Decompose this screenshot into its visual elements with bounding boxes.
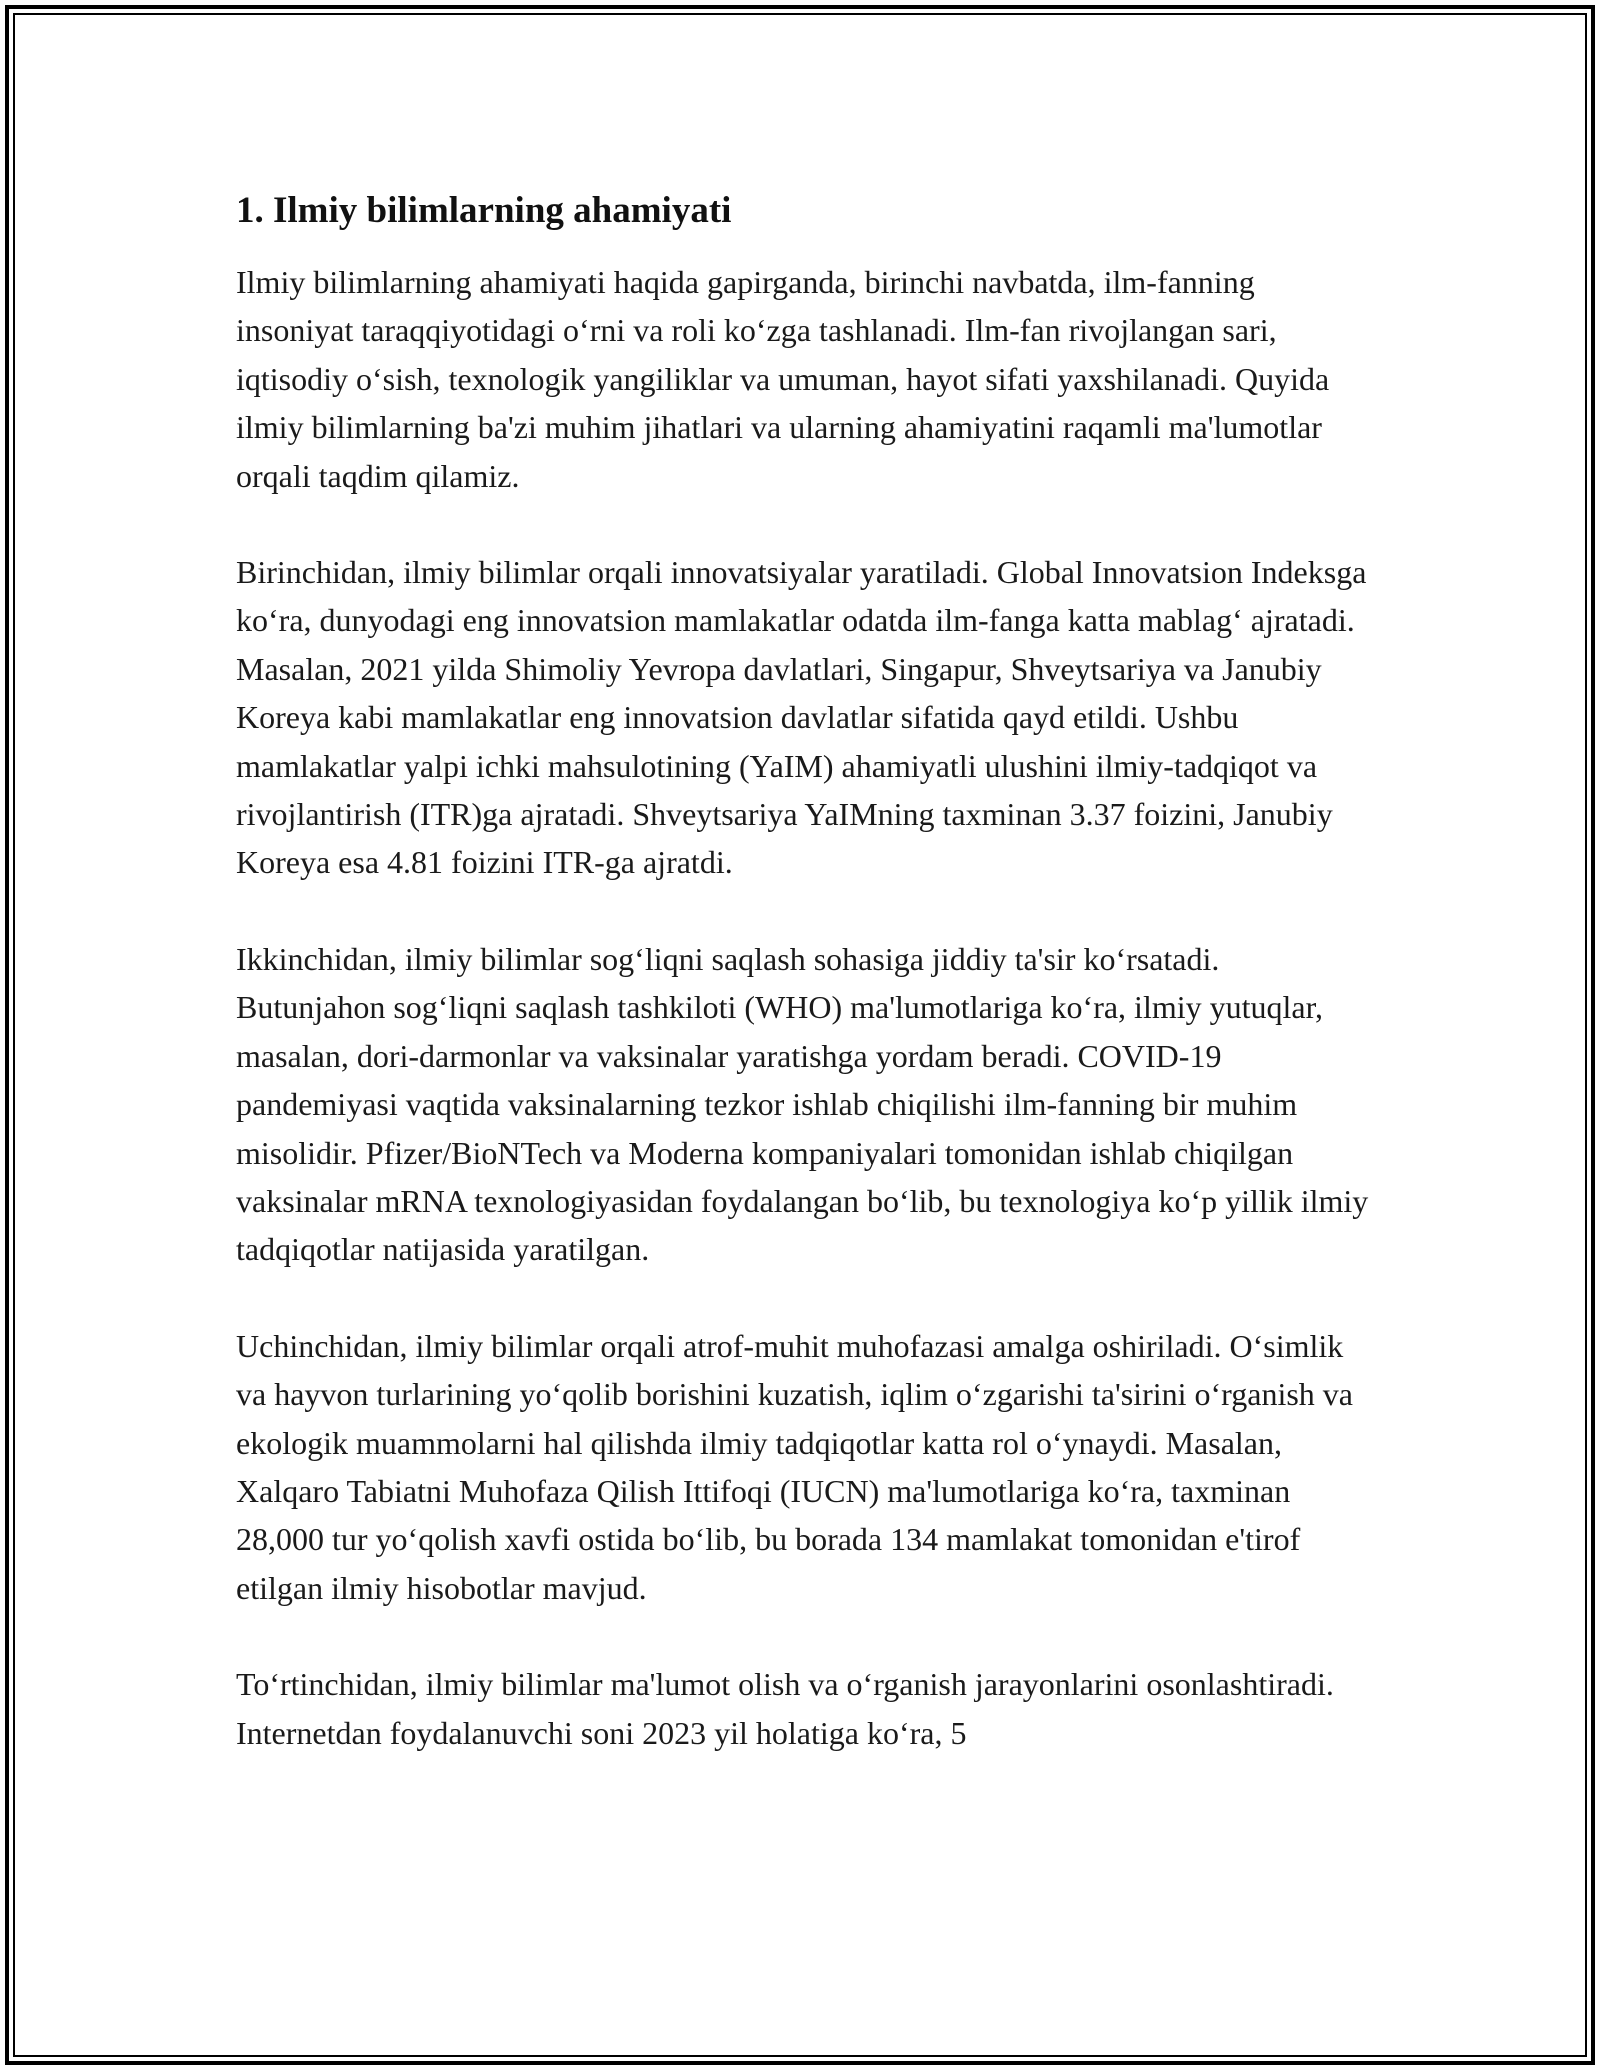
document-body [236, 186, 1376, 1757]
paragraph-intro: Ilmiy bilimlarning ahamiyati haqida gapirganda, birinchi navbatda, ilm-fanning insoniyat taraqqiyotidagi o‘rni va roli ko‘zga tashlanadi. Ilm-fan rivojlangan sari, iqtisodiy o‘sish, texnologik yangiliklar va umuman, hayot sifati yaxshilanadi. Quyida ilmiy bilimlarning ba'zi muhim jihatlari va ularning ahamiyatini raqamli ma'lumotlar orqali taqdim qilamiz. [236, 264, 1330, 494]
section-heading: 1. Ilmiy bilimlarning ahamiyati [236, 190, 732, 231]
paragraph-information: To‘rtinchidan, ilmiy bilimlar ma'lumot olish va o‘rganish jarayonlarini osonlashtiradi. Internetdan foydalanuvchi soni 2023 yil holatiga ko‘ra, 5 [236, 1666, 1334, 1751]
paragraph-health: Ikkinchidan, ilmiy bilimlar sog‘liqni saqlash sohasiga jiddiy ta'sir ko‘rsatadi. Butunjahon sog‘liqni saqlash tashkiloti (WHO) ma'lumotlariga ko‘ra, ilmiy yutuqlar, masalan, dori-darmonlar va vaksinalar yaratishga yordam beradi. COVID-19 pandemiyasi vaqtida vaksinalarning tezkor ishlab chiqilishi ilm-fanning bir muhim misolidir. Pfizer/BioNTech va Moderna kompaniyalari tomonidan ishlab chiqilgan vaksinalar mRNA texnologiyasidan foydalangan bo‘lib, bu texnologiya ko‘p yillik ilmiy tadqiqotlar natijasida yaratilgan. [236, 940, 1369, 1268]
paragraph-innovation: Birinchidan, ilmiy bilimlar orqali innovatsiyalar yaratiladi. Global Innovatsion Indeksga ko‘ra, dunyodagi eng innovatsion mamlakatlar odatda ilm-fanga katta mablag‘ ajratadi. Masalan, 2021 yilda Shimoliy Yevropa davlatlari, Singapur, Shveytsariya va Janubiy Koreya kabi mamlakatlar eng innovatsion davlatlar sifatida qayd etildi. Ushbu mamlakatlar yalpi ichki mahsulotining (YaIM) ahamiyatli ulushini ilmiy-tadqiqot va rivojlantirish (ITR)ga ajratadi. Shveytsariya YaIMning taxminan 3.37 foizini, Janubiy Koreya esa 4.81 foizini ITR-ga ajratdi. [236, 554, 1367, 881]
paragraph-environment: Uchinchidan, ilmiy bilimlar orqali atrof-muhit muhofazasi amalga oshiriladi. O‘simlik va hayvon turlarining yo‘qolib borishini kuzatish, iqlim o‘zgarishi ta'sirini o‘rganish va ekologik muammolarni hal qilishda ilmiy tadqiqotlar katta rol o‘ynaydi. Masalan, Xalqaro Tabiatni Muhofaza Qilish Ittifoqi (IUCN) ma'lumotlariga ko‘ra, taxminan 28,000 tur yo‘qolish xavfi ostida bo‘lib, bu borada 134 mamlakat tomonidan e'tirof etilgan ilmiy hisobotlar mavjud. [236, 1327, 1353, 1606]
